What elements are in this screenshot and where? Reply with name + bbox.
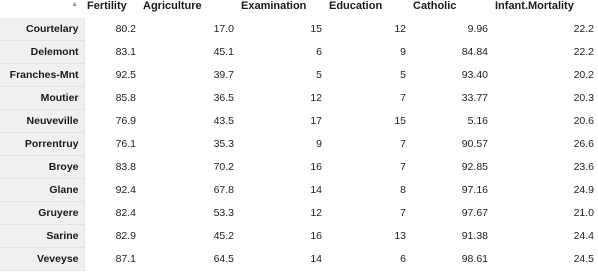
table-cell[interactable]: 70.2 [140,156,238,179]
table-cell[interactable]: 12 [326,18,410,41]
row-name-cell[interactable]: Veveyse [0,248,84,271]
table-cell[interactable]: 6 [238,41,326,64]
table-cell[interactable]: 24.5 [492,248,598,271]
table-cell[interactable]: 20.2 [492,64,598,87]
table-cell[interactable]: 53.3 [140,202,238,225]
table-cell[interactable]: 15 [238,18,326,41]
column-header-education[interactable]: Education [329,0,383,12]
table-cell[interactable]: 92.85 [410,156,492,179]
table-cell[interactable]: 12 [238,202,326,225]
row-name-cell[interactable]: Porrentruy [0,133,84,156]
table-cell[interactable]: 13 [326,225,410,248]
table-cell[interactable]: 76.9 [84,110,140,133]
table-cell[interactable]: 7 [326,156,410,179]
table-row[interactable] [0,202,598,225]
table-cell[interactable]: 9 [326,41,410,64]
table-cell[interactable]: 76.1 [84,133,140,156]
table-cell[interactable]: 9.96 [410,18,492,41]
row-name-cell[interactable]: Glane [0,179,84,202]
table-cell[interactable]: 91.38 [410,225,492,248]
table-cell[interactable]: 5 [326,64,410,87]
table-cell[interactable]: 35.3 [140,133,238,156]
table-row[interactable] [0,64,598,87]
row-name-cell[interactable]: Neuveville [0,110,84,133]
table-row[interactable] [0,225,598,248]
table-cell[interactable]: 22.2 [492,18,598,41]
table-cell[interactable]: 8 [326,179,410,202]
table-cell[interactable]: 80.2 [84,18,140,41]
table-cell[interactable]: 84.84 [410,41,492,64]
table-body [0,18,598,271]
table-cell[interactable]: 17.0 [140,18,238,41]
column-header-infant-mortality[interactable]: Infant.Mortality [495,0,574,12]
table-row[interactable] [0,41,598,64]
table-cell[interactable]: 82.9 [84,225,140,248]
table-cell[interactable]: 23.6 [492,156,598,179]
table-cell[interactable]: 64.5 [140,248,238,271]
table-cell[interactable]: 33.77 [410,87,492,110]
table-cell[interactable]: 36.5 [140,87,238,110]
table-cell[interactable]: 93.40 [410,64,492,87]
row-name-cell[interactable]: Gruyere [0,202,84,225]
row-names-header[interactable] [0,0,84,18]
column-header-catholic[interactable]: Catholic [413,0,457,12]
table-cell[interactable]: 24.9 [492,179,598,202]
table-cell[interactable]: 45.2 [140,225,238,248]
table-row[interactable] [0,248,598,271]
column-header-fertility[interactable]: Fertility [87,0,127,12]
table-cell[interactable]: 45.1 [140,41,238,64]
table-row[interactable] [0,110,598,133]
column-header-agriculture[interactable]: Agriculture [143,0,202,12]
row-name-cell[interactable]: Broye [0,156,84,179]
table-cell[interactable]: 20.3 [492,87,598,110]
table-cell[interactable]: 7 [326,133,410,156]
table-cell[interactable]: 6 [326,248,410,271]
table-row[interactable] [0,179,598,202]
table-row[interactable] [0,18,598,41]
table-cell[interactable]: 12 [238,87,326,110]
table-cell[interactable]: 9 [238,133,326,156]
sort-ascending-icon[interactable]: ▲ [71,1,78,8]
table-cell[interactable]: 98.61 [410,248,492,271]
table-cell[interactable]: 24.4 [492,225,598,248]
table-cell[interactable]: 20.6 [492,110,598,133]
table-cell[interactable]: 17 [238,110,326,133]
table-cell[interactable]: 83.1 [84,41,140,64]
table-cell[interactable]: 43.5 [140,110,238,133]
table-cell[interactable]: 26.6 [492,133,598,156]
table-cell[interactable]: 82.4 [84,202,140,225]
row-name-cell[interactable]: Franches-Mnt [0,64,84,87]
column-header-examination[interactable]: Examination [241,0,307,12]
table-cell[interactable]: 39.7 [140,64,238,87]
header-row [0,0,598,18]
table-cell[interactable]: 7 [326,87,410,110]
table-cell[interactable]: 16 [238,156,326,179]
table-cell[interactable]: 85.8 [84,87,140,110]
table-cell[interactable]: 90.57 [410,133,492,156]
table-cell[interactable]: 83.8 [84,156,140,179]
table-row[interactable] [0,87,598,110]
table-cell[interactable]: 14 [238,179,326,202]
row-name-cell[interactable]: Courtelary [0,18,84,41]
row-name-cell[interactable]: Delemont [0,41,84,64]
table-cell[interactable]: 97.16 [410,179,492,202]
table-cell[interactable]: 92.4 [84,179,140,202]
table-cell[interactable]: 97.67 [410,202,492,225]
table-cell[interactable]: 21.0 [492,202,598,225]
table-cell[interactable]: 5.16 [410,110,492,133]
table-cell[interactable]: 7 [326,202,410,225]
table-cell[interactable]: 15 [326,110,410,133]
table-row[interactable] [0,156,598,179]
table-cell[interactable]: 67.8 [140,179,238,202]
table-cell[interactable]: 92.5 [84,64,140,87]
row-name-cell[interactable]: Sarine [0,225,84,248]
table-cell[interactable]: 22.2 [492,41,598,64]
table-cell[interactable]: 87.1 [84,248,140,271]
table-cell[interactable]: 14 [238,248,326,271]
row-name-cell[interactable]: Moutier [0,87,84,110]
table-row[interactable] [0,133,598,156]
table-cell[interactable]: 16 [238,225,326,248]
table-cell[interactable]: 5 [238,64,326,87]
